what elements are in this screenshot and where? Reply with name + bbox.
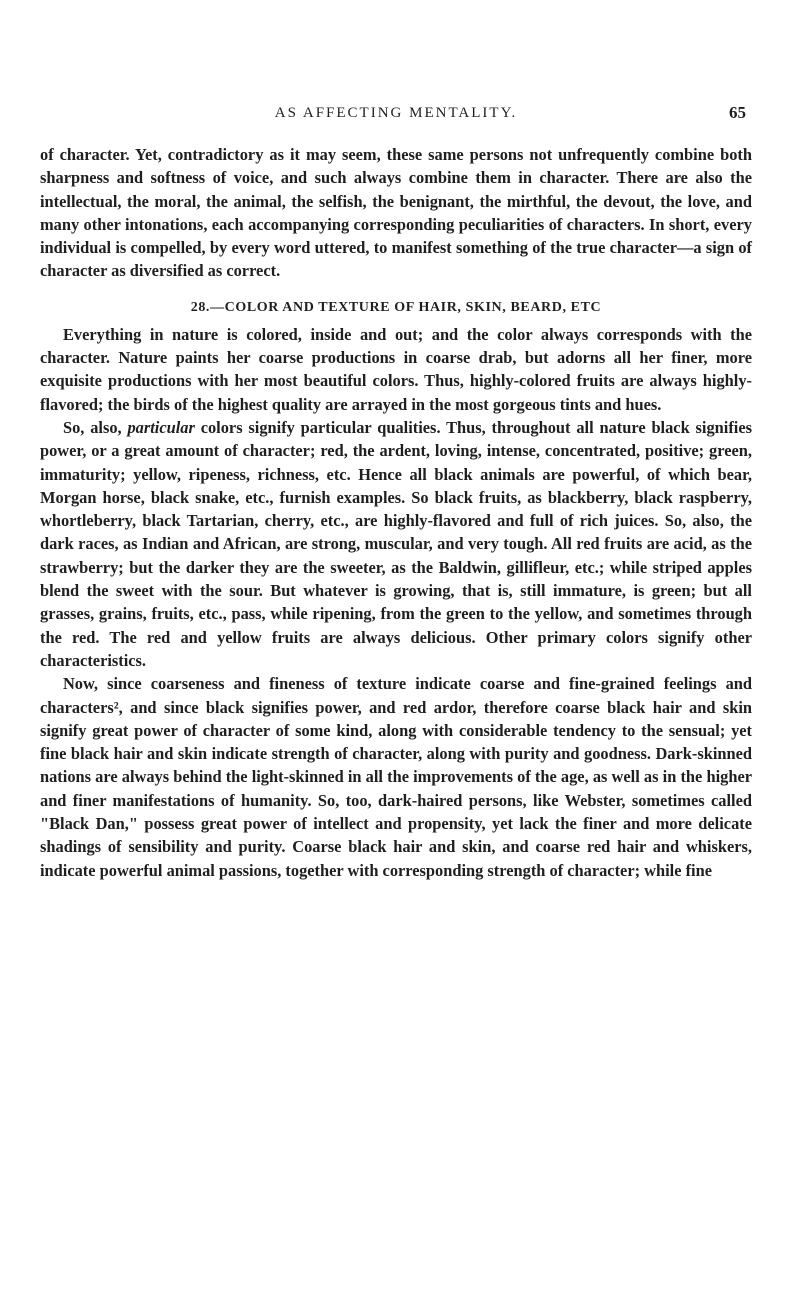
page-number: 65 — [729, 103, 746, 122]
body-text — [40, 143, 752, 882]
paragraph-lead-text: So, also, — [62, 417, 128, 437]
paragraph-body-text: colors signify particular qualities. Thus, throughout all nature black signifies power, or a great amount of character; red, the ardent, loving, intense, concentrated, positive; green, immaturity; yellow, ripeness, richness, etc. Hence all black animals are powerful, of which bear, Morgan horse, black snake, etc., furnish examples. So black fruits, as blackberry, black raspberry, whortleberry, black Tartarian, cherry, etc., are highly-flavored and full of rich juices. So, also, the dark races, as Indian and African, are strong, muscular, and very tough. All red fruits are acid, as the strawberry; but the darker they are the sweeter, as the Baldwin, gillifleur, etc.; while striped apples blend the sweet with the sour. But whatever is growing, that is, still immature, is green; but all grasses, grains, fruits, etc., pass, while ripening, from the green to the yellow, and sometimes through the red. The red and yellow fruits are always delicious. Other primary colors signify other characteristics. — [40, 417, 752, 670]
paragraph-color-in-nature: Everything in nature is colored, inside and out; and the color always corresponds with the character. Nature paints her coarse productions in coarse drab, but adorns all her finer, more exquisite productions with her most beautiful colors. Thus, highly-colored fruits are always highly-flavored; the birds of the highest quality are arrayed in the most gorgeous tints and hues. — [40, 324, 752, 414]
paragraph-continued: of character. Yet, contradictory as it may seem, these same persons not unfrequently combine both sharpness and softness of voice, and such always combine them in character. There are also the intellectual, the moral, the animal, the selfish, the benignant, the mirthful, the devout, the love, and many other intonations, each accompanying corresponding peculiarities of characters. In short, every individual is compelled, by every word uttered, to manifest something of the true character—a sign of character as diversified as correct. — [40, 145, 752, 281]
section-heading: 28.—COLOR AND TEXTURE OF HAIR, SKIN, BEARD, ETC — [190, 299, 602, 315]
paragraph-coarseness-fineness: Now, since coarseness and fineness of texture indicate coarse and fine-grained feelings and characters², and since black signifies power, and red ardor, therefore coarse black hair and skin signify great power of character of some kind, along with considerable tendency to the sensual; yet fine black hair and skin indicate strength of character, along with purity and goodness. Dark-skinned nations are always behind the light-skinned in all the improvements of the age, as well as in the higher and finer manifestations of humanity. So, too, dark-haired persons, like Webster, sometimes called "Black Dan," possess great power of intellect and propensity, yet lack the finer and more delicate shadings of sensibility and purity. Coarse black hair and skin, and coarse red hair and whiskers, indicate powerful animal passions, together with corresponding strength of character; while fine — [40, 674, 752, 880]
running-header — [40, 103, 752, 127]
running-title: AS AFFECTING MENTALITY. — [274, 105, 518, 121]
book-page — [40, 0, 752, 1315]
paragraph-particular-colors — [40, 416, 752, 672]
emphasis-particular: particular — [127, 417, 195, 437]
